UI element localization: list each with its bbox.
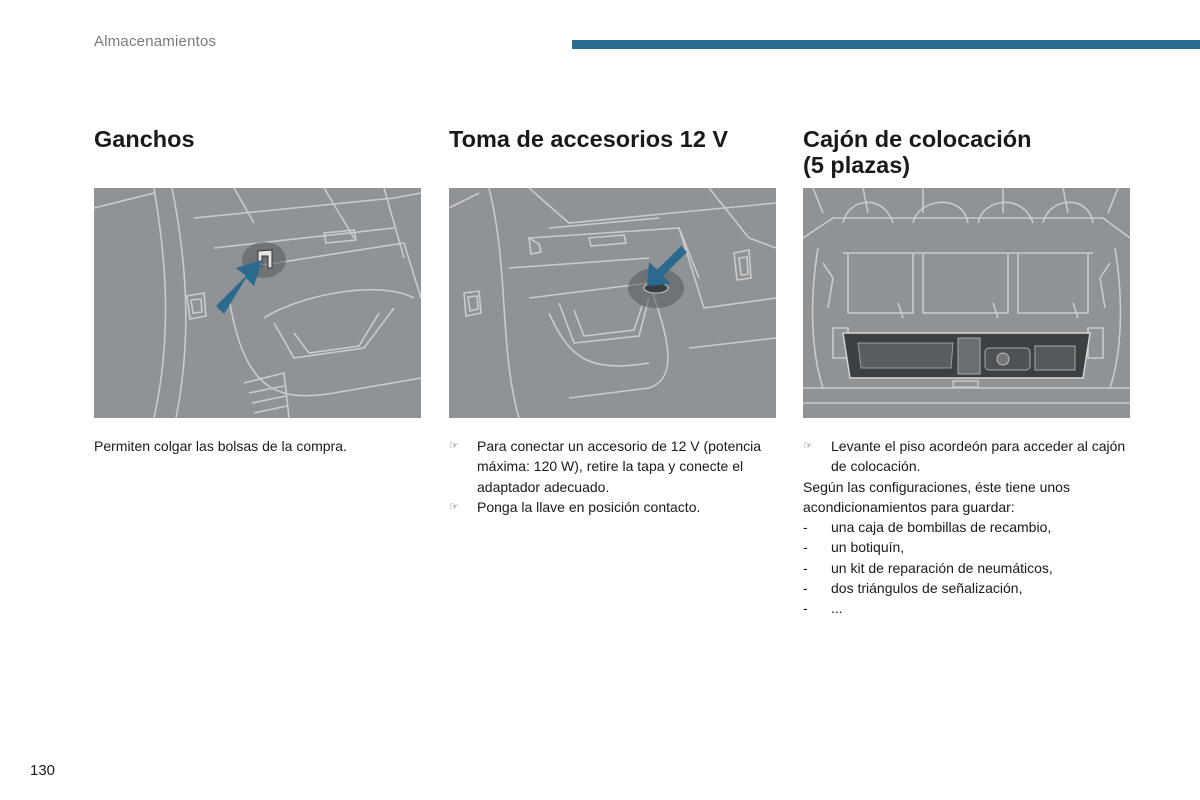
dash-marker: - — [803, 539, 808, 556]
title-line: (5 plazas) — [803, 152, 911, 178]
section-text — [94, 436, 424, 456]
list-item-text: ... — [831, 600, 843, 617]
section-text — [449, 436, 779, 517]
bullet-item — [449, 436, 779, 497]
dash-marker: - — [803, 559, 808, 576]
title-line: Ganchos — [94, 126, 195, 152]
section-text — [803, 436, 1133, 619]
header-accent-bar — [572, 40, 1200, 49]
intro-paragraph: Según las configuraciones, éste tiene unos acondicionamientos para guardar: — [803, 478, 1070, 515]
section-title — [449, 126, 779, 182]
list-item — [803, 598, 1133, 618]
dash-marker: - — [803, 600, 808, 617]
bullet-text: Para conectar un accesorio de 12 V (potencia máxima: 120 W), retire la tapa y conecte el adaptador adecuado. — [477, 438, 762, 495]
list-item — [803, 517, 1133, 537]
list-item-text: una caja de bombillas de recambio, — [831, 519, 1052, 536]
bullet-text: Ponga la llave en posición contacto. — [477, 498, 701, 515]
page-number: 130 — [30, 762, 56, 779]
bullet-text: Levante el piso acordeón para acceder al cajón de colocación. — [831, 438, 1126, 475]
underfloor-storage-illustration — [803, 188, 1130, 418]
pointing-hand-icon: ☞ — [449, 500, 459, 513]
paragraph: Permiten colgar las bolsas de la compra. — [94, 438, 347, 454]
bullet-item — [449, 497, 779, 517]
list-item — [803, 578, 1133, 598]
list-item-text: dos triángulos de señalización, — [831, 580, 1023, 597]
section-title — [803, 126, 1133, 182]
list-item-text: un botiquín, — [831, 539, 905, 556]
section-12v-socket — [449, 126, 779, 515]
trunk-12v-socket-illustration — [449, 188, 776, 418]
title-line: Toma de accesorios 12 V — [449, 126, 729, 152]
dash-marker: - — [803, 580, 808, 597]
title-line: Cajón de colocación — [803, 126, 1032, 152]
bullet-item — [803, 436, 1133, 477]
list-item-text: un kit de reparación de neumáticos, — [831, 559, 1053, 576]
trunk-hooks-illustration — [94, 188, 421, 418]
section-title — [94, 126, 424, 182]
pointing-hand-icon: ☞ — [803, 440, 813, 452]
section-underfloor-storage — [803, 126, 1133, 617]
dash-marker: - — [803, 519, 808, 536]
list-item — [803, 558, 1133, 578]
section-label: Almacenamientos — [94, 33, 217, 50]
list-item — [803, 537, 1133, 557]
pointing-hand-icon: ☞ — [449, 440, 459, 452]
section-hooks — [94, 126, 424, 454]
